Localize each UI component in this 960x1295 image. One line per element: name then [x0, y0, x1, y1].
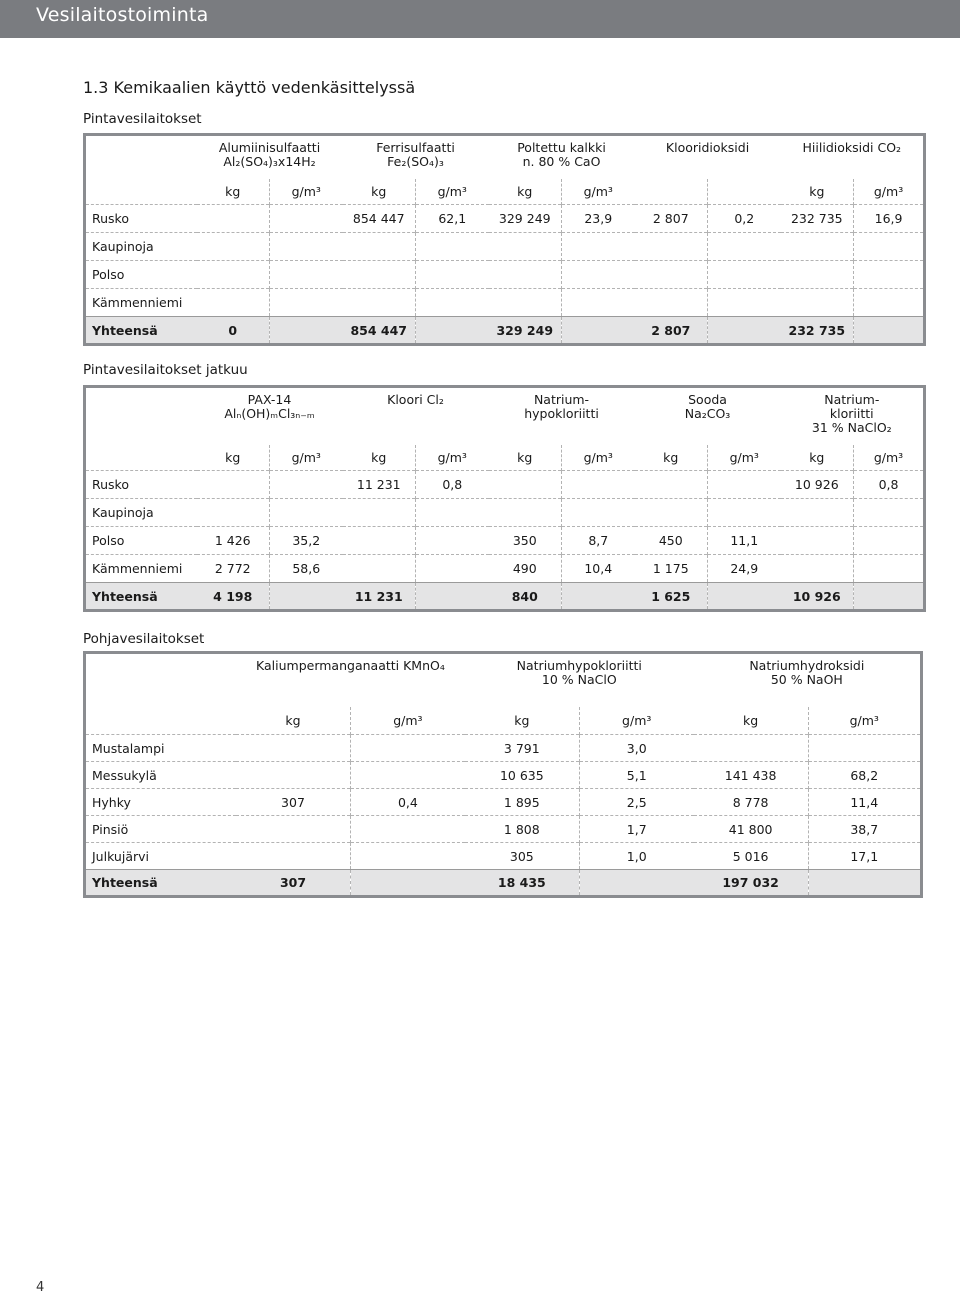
table-cell: 0,4 [350, 789, 464, 816]
chem-header-line: Natriumhypokloriitti [516, 658, 642, 673]
chem-header [343, 387, 489, 445]
chem-header-line: PAX-14 [247, 392, 292, 407]
empty-cell [694, 735, 808, 762]
total-label: Yhteensä [85, 583, 197, 611]
chem-header-line: 10 % NaClO [541, 672, 617, 687]
empty-cell [489, 499, 562, 527]
empty-cell [562, 317, 635, 345]
chem-header-line: Natrium- [824, 392, 880, 407]
table3 [83, 651, 923, 898]
table-cell: 854 447 [343, 317, 416, 345]
section-title: 1.3 Kemikaalien käyttö vedenkäsittelyssä [83, 78, 416, 97]
unit-kg: kg [517, 449, 533, 465]
empty-cell [270, 289, 343, 317]
empty-cell [708, 289, 781, 317]
table-cell: 2 807 [635, 317, 708, 345]
unit-gm3: g/m³ [562, 445, 635, 471]
row-label: Kaupinoja [85, 499, 197, 527]
row-label: Kaupinoja [85, 233, 197, 261]
table-cell: 8,7 [562, 527, 635, 555]
empty-cell [635, 289, 708, 317]
chem-header [197, 387, 343, 445]
empty-cell [416, 317, 489, 345]
table1 [83, 133, 926, 346]
table2-subtitle: Pintavesilaitokset jatkuu [83, 362, 248, 378]
empty-cell [343, 261, 416, 289]
chem-header [635, 135, 781, 179]
empty-cell [562, 233, 635, 261]
table-cell: 24,9 [708, 555, 781, 583]
empty-cell [781, 289, 854, 317]
chem-header-line: Alₙ(OH)ₘCl₃ₙ₋ₘ [224, 406, 315, 421]
empty-cell [416, 555, 489, 583]
unit-gm3: g/m³ [350, 707, 464, 735]
chem-header-line: Natriumhydroksidi [749, 658, 865, 673]
table-cell: 11 231 [343, 583, 416, 611]
empty-cell [489, 471, 562, 499]
empty-cell [416, 499, 489, 527]
table-cell: 5 016 [694, 843, 808, 870]
row-label: Kämmenniemi [85, 289, 197, 317]
table-cell: 350 [489, 527, 562, 555]
table-cell: 5,1 [579, 762, 693, 789]
chem-header-line: Al₂(SO₄)₃x14H₂ [223, 154, 316, 169]
empty-cell [236, 843, 350, 870]
total-label: Yhteensä [85, 317, 197, 345]
empty-cell [270, 205, 343, 233]
total-label: Yhteensä [85, 870, 237, 897]
table-cell: 11,1 [708, 527, 781, 555]
row-label: Julkujärvi [85, 843, 237, 870]
table-cell: 490 [489, 555, 562, 583]
total-row [85, 870, 922, 897]
empty-cell [270, 233, 343, 261]
empty-cell [635, 179, 708, 205]
empty-cell [781, 527, 854, 555]
chem-header-line: kloriitti [829, 406, 874, 421]
unit-kg: kg [225, 449, 241, 465]
table-cell: 141 438 [694, 762, 808, 789]
table-cell: 11 231 [343, 471, 416, 499]
table-cell: 58,6 [270, 555, 343, 583]
empty-cell [708, 179, 781, 205]
table-cell: 1 808 [465, 816, 579, 843]
table-cell: 232 735 [781, 205, 854, 233]
table-cell: 10 926 [781, 471, 854, 499]
table-cell: 1 426 [197, 527, 270, 555]
empty-cell [635, 499, 708, 527]
empty-cell [781, 233, 854, 261]
empty-cell [489, 289, 562, 317]
empty-cell [708, 499, 781, 527]
table-cell: 0,8 [416, 471, 489, 499]
empty-cell [350, 816, 464, 843]
empty-cell [270, 499, 343, 527]
unit-kg: kg [663, 449, 679, 465]
table-cell: 2 772 [197, 555, 270, 583]
unit-gm3: g/m³ [270, 445, 343, 471]
table-row [85, 261, 925, 289]
chem-header-line: Alumiinisulfaatti [218, 140, 321, 155]
table-cell: 305 [465, 843, 579, 870]
chem-header-line: Kloori Cl₂ [387, 392, 444, 407]
table-cell: 1 175 [635, 555, 708, 583]
empty-cell [270, 317, 343, 345]
page-number: 4 [36, 1280, 45, 1295]
table-row [85, 789, 922, 816]
table-cell: 3,0 [579, 735, 693, 762]
unit-kg: kg [225, 183, 241, 199]
table-cell: 1,7 [579, 816, 693, 843]
empty-cell [270, 583, 343, 611]
empty-cell [854, 317, 925, 345]
empty-cell [197, 205, 270, 233]
table-cell: 329 249 [489, 205, 562, 233]
empty-cell [343, 555, 416, 583]
empty-cell [416, 261, 489, 289]
empty-cell [270, 261, 343, 289]
row-label: Polso [85, 527, 197, 555]
table-cell: 0,2 [708, 205, 781, 233]
empty-cell [350, 870, 464, 897]
table-row [85, 233, 925, 261]
total-row [85, 583, 925, 611]
empty-cell [708, 317, 781, 345]
table-cell: 0 [197, 317, 270, 345]
unit-kg: kg [285, 712, 301, 728]
chem-header-line: 31 % NaClO₂ [811, 420, 892, 435]
row-label: Kämmenniemi [85, 555, 197, 583]
table-cell: 17,1 [808, 843, 921, 870]
empty-cell [562, 583, 635, 611]
table-row [85, 499, 925, 527]
table-cell: 68,2 [808, 762, 921, 789]
table-row [85, 843, 922, 870]
table-row [85, 555, 925, 583]
table-row [85, 205, 925, 233]
unit-kg: kg [371, 183, 387, 199]
empty-cell [236, 762, 350, 789]
empty-cell [489, 261, 562, 289]
empty-cell [854, 527, 925, 555]
empty-cell [708, 233, 781, 261]
chem-header [781, 135, 925, 179]
table-cell: 11,4 [808, 789, 921, 816]
total-row [85, 317, 925, 345]
chem-header [236, 653, 465, 707]
table-cell: 38,7 [808, 816, 921, 843]
empty-cell [197, 499, 270, 527]
chem-header-line: Na₂CO₃ [684, 406, 731, 421]
chem-header-line: Sooda [688, 392, 727, 407]
row-label: Rusko [85, 205, 197, 233]
row-label: Mustalampi [85, 735, 237, 762]
chem-header-line: Klooridioksidi [665, 140, 750, 155]
table-cell: 450 [635, 527, 708, 555]
chem-header [694, 653, 922, 707]
empty-cell [854, 583, 925, 611]
unit-gm3: g/m³ [808, 707, 921, 735]
header-bar [0, 0, 960, 38]
table-cell: 62,1 [416, 205, 489, 233]
table-row [85, 762, 922, 789]
empty-cell [708, 583, 781, 611]
table-cell: 307 [236, 789, 350, 816]
table-row [85, 816, 922, 843]
empty-cell [197, 471, 270, 499]
unit-gm3: g/m³ [579, 707, 693, 735]
empty-cell [854, 289, 925, 317]
chem-header [635, 387, 781, 445]
table-cell: 18 435 [465, 870, 579, 897]
table-row [85, 735, 922, 762]
table-cell: 1 625 [635, 583, 708, 611]
unit-gm3: g/m³ [270, 179, 343, 205]
empty-cell [343, 289, 416, 317]
empty-cell [708, 471, 781, 499]
empty-cell [708, 261, 781, 289]
unit-kg: kg [514, 712, 530, 728]
empty-cell [197, 261, 270, 289]
unit-gm3: g/m³ [708, 445, 781, 471]
unit-gm3: g/m³ [854, 179, 925, 205]
empty-cell [236, 735, 350, 762]
chem-header [489, 135, 635, 179]
unit-gm3: g/m³ [562, 179, 635, 205]
empty-cell [635, 261, 708, 289]
chem-header-line: Poltettu kalkki [517, 140, 606, 155]
unit-kg: kg [371, 449, 387, 465]
table-cell: 4 198 [197, 583, 270, 611]
table2 [83, 385, 926, 612]
unit-gm3: g/m³ [416, 445, 489, 471]
empty-cell [854, 261, 925, 289]
chem-header-line: n. 80 % CaO [522, 154, 601, 169]
empty-cell [562, 499, 635, 527]
empty-cell [562, 261, 635, 289]
header-empty [85, 135, 197, 179]
empty-cell [808, 870, 921, 897]
table-cell: 3 791 [465, 735, 579, 762]
empty-cell [562, 471, 635, 499]
empty-cell [579, 870, 693, 897]
chem-header [197, 135, 343, 179]
unit-kg: kg [809, 183, 825, 199]
unit-kg: kg [743, 712, 759, 728]
chem-header-line: hypokloriitti [524, 406, 599, 421]
empty-cell [416, 233, 489, 261]
unit-kg: kg [517, 183, 533, 199]
empty-cell [85, 707, 237, 735]
chem-header-line: Ferrisulfaatti [376, 140, 455, 155]
table-cell: 2 807 [635, 205, 708, 233]
table-cell: 2,5 [579, 789, 693, 816]
table-cell: 8 778 [694, 789, 808, 816]
chem-header [489, 387, 635, 445]
empty-cell [635, 233, 708, 261]
header-title: Vesilaitostoiminta [36, 4, 209, 26]
empty-cell [85, 445, 197, 471]
empty-cell [854, 555, 925, 583]
empty-cell [236, 816, 350, 843]
empty-cell [808, 735, 921, 762]
empty-cell [270, 471, 343, 499]
table-cell: 10 635 [465, 762, 579, 789]
table-cell: 307 [236, 870, 350, 897]
table-cell: 1,0 [579, 843, 693, 870]
chem-header [343, 135, 489, 179]
empty-cell [343, 233, 416, 261]
table-cell: 10,4 [562, 555, 635, 583]
empty-cell [562, 289, 635, 317]
table-cell: 41 800 [694, 816, 808, 843]
chem-header-line: Kaliumpermanganaatti KMnO₄ [256, 658, 445, 673]
empty-cell [197, 233, 270, 261]
chem-header [781, 387, 925, 445]
empty-cell [85, 179, 197, 205]
chem-header [465, 653, 694, 707]
table-row [85, 471, 925, 499]
empty-cell [854, 233, 925, 261]
row-label: Rusko [85, 471, 197, 499]
table-cell: 232 735 [781, 317, 854, 345]
table1-subtitle: Pintavesilaitokset [83, 111, 202, 127]
empty-cell [416, 583, 489, 611]
table-cell: 0,8 [854, 471, 925, 499]
empty-cell [343, 527, 416, 555]
table-cell: 1 895 [465, 789, 579, 816]
empty-cell [781, 499, 854, 527]
chem-header-line: Hiilidioksidi CO₂ [802, 140, 902, 155]
chem-header-line: 50 % NaOH [770, 672, 843, 687]
empty-cell [343, 499, 416, 527]
empty-cell [350, 762, 464, 789]
unit-gm3: g/m³ [854, 445, 925, 471]
row-label: Polso [85, 261, 197, 289]
table-cell: 10 926 [781, 583, 854, 611]
table-row [85, 527, 925, 555]
empty-cell [635, 471, 708, 499]
chem-header-line: Fe₂(SO₄)₃ [387, 154, 444, 169]
unit-kg: kg [809, 449, 825, 465]
empty-cell [489, 233, 562, 261]
table-cell: 16,9 [854, 205, 925, 233]
chem-header-line: Natrium- [533, 392, 590, 407]
table3-subtitle: Pohjavesilaitokset [83, 631, 205, 647]
table-cell: 854 447 [343, 205, 416, 233]
empty-cell [781, 555, 854, 583]
table-cell: 197 032 [694, 870, 808, 897]
row-label: Messukylä [85, 762, 237, 789]
empty-cell [197, 289, 270, 317]
table-cell: 35,2 [270, 527, 343, 555]
table-cell: 329 249 [489, 317, 562, 345]
table-row [85, 289, 925, 317]
empty-cell [416, 289, 489, 317]
empty-cell [781, 261, 854, 289]
empty-cell [85, 387, 197, 445]
row-label: Pinsiö [85, 816, 237, 843]
empty-cell [350, 735, 464, 762]
unit-gm3: g/m³ [416, 179, 489, 205]
empty-cell [416, 527, 489, 555]
empty-cell [854, 499, 925, 527]
table-cell: 840 [489, 583, 562, 611]
empty-cell [85, 653, 237, 707]
empty-cell [350, 843, 464, 870]
row-label: Hyhky [85, 789, 237, 816]
table-cell: 23,9 [562, 205, 635, 233]
